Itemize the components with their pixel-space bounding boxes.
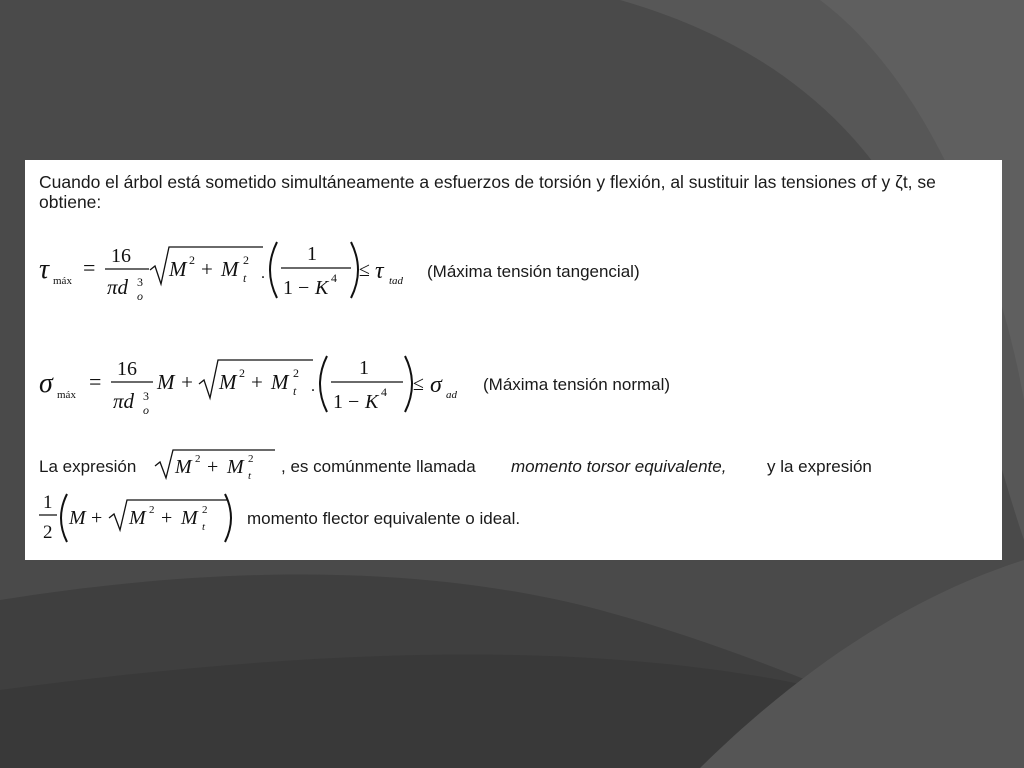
svg-text:+: +: [207, 456, 219, 478]
final-line: [39, 492, 520, 543]
expr-middle: , es comúnmente llamada: [281, 457, 476, 476]
den-sub-1: o: [137, 289, 143, 303]
term-M-plus: M +: [157, 370, 194, 394]
tau-subscript: máx: [53, 275, 72, 287]
svg-text:M: M: [219, 370, 237, 394]
right-paren-1: [351, 242, 358, 298]
formula-tau-max: [39, 242, 640, 303]
svg-text:t: t: [243, 271, 247, 285]
sigma-subscript: máx: [57, 389, 76, 401]
frac-den-1: 1 −: [283, 277, 310, 299]
svg-text:+: +: [251, 370, 263, 394]
svg-text:4: 4: [331, 271, 337, 285]
left-paren-1: [270, 242, 277, 298]
svg-text:M: M: [175, 456, 192, 478]
den-sup-2: 3: [143, 389, 149, 403]
half-num: 1: [43, 492, 53, 513]
frac-num-1: 1: [307, 243, 317, 265]
svg-text:2: 2: [149, 504, 155, 516]
tau-symbol: τ: [39, 254, 50, 285]
svg-text:K: K: [315, 277, 329, 299]
svg-text:2: 2: [293, 366, 299, 380]
den-sub-2: o: [143, 403, 149, 417]
right-paren-2: [405, 356, 412, 412]
den-sup-1: 3: [137, 275, 143, 289]
svg-text:.: .: [261, 265, 265, 282]
svg-text:t: t: [202, 521, 206, 533]
svg-text:+: +: [201, 257, 213, 281]
denominator-pi-d-1: πd: [107, 275, 129, 299]
svg-text:K: K: [365, 391, 379, 413]
denominator-pi-d-2: πd: [113, 389, 135, 413]
intro-paragraph: Cuando el árbol está sometido simultáneamente a esfuerzos de torsión y flexión, al sustituir las tensiones σf y ζt, se obtiene:: [39, 172, 936, 212]
left-paren-3: [61, 494, 67, 542]
svg-text:M: M: [181, 507, 198, 529]
svg-text:+: +: [91, 507, 103, 529]
tau-rhs: τ: [375, 258, 384, 284]
expr-prefix: La expresión: [39, 457, 137, 476]
svg-text:2: 2: [195, 453, 201, 465]
sigma-symbol: σ: [39, 368, 53, 399]
numerator-16-1: 16: [111, 245, 131, 267]
svg-text:2: 2: [248, 453, 254, 465]
svg-text:.: .: [311, 378, 315, 395]
label-max-tangential: (Máxima tensión tangencial): [427, 262, 640, 281]
svg-text:2: 2: [243, 253, 249, 267]
numerator-16-2: 16: [117, 358, 137, 380]
label-max-normal: (Máxima tensión normal): [483, 375, 671, 394]
left-paren-2: [320, 356, 327, 412]
final-italic-text: momento flector equivalente o ideal.: [247, 509, 521, 528]
right-paren-3: [225, 494, 231, 542]
equals-sign-2: =: [89, 369, 102, 394]
leq-sign-1: ≤: [359, 259, 370, 281]
svg-text:M: M: [221, 257, 239, 281]
tau-rhs-sub: tad: [389, 275, 404, 287]
formulas-canvas: [25, 160, 1002, 560]
svg-text:M: M: [129, 507, 146, 529]
formula-sigma-max: [39, 356, 670, 417]
frac-den-2: 1 −: [333, 391, 360, 413]
svg-text:2: 2: [239, 366, 245, 380]
leq-sign-2: ≤: [413, 373, 424, 395]
svg-text:M: M: [69, 507, 86, 529]
svg-text:4: 4: [381, 385, 387, 399]
svg-text:+: +: [161, 507, 173, 529]
expr-italic-term: momento torsor equivalente,: [511, 457, 727, 476]
sigma-rhs-sub: ad: [446, 389, 457, 401]
radicand-1: M: [169, 257, 187, 281]
sigma-rhs: σ: [430, 372, 442, 398]
svg-text:t: t: [293, 384, 297, 398]
svg-text:M: M: [271, 370, 289, 394]
frac-num-2: 1: [359, 357, 369, 379]
expr-suffix: y la expresión: [767, 457, 872, 476]
svg-text:t: t: [248, 470, 252, 482]
svg-text:2: 2: [189, 253, 195, 267]
equals-sign-1: =: [83, 255, 96, 280]
svg-text:M: M: [227, 456, 244, 478]
expression-line: [39, 450, 872, 482]
svg-text:2: 2: [202, 504, 208, 516]
content-panel: [25, 160, 1002, 560]
half-den: 2: [43, 522, 53, 543]
